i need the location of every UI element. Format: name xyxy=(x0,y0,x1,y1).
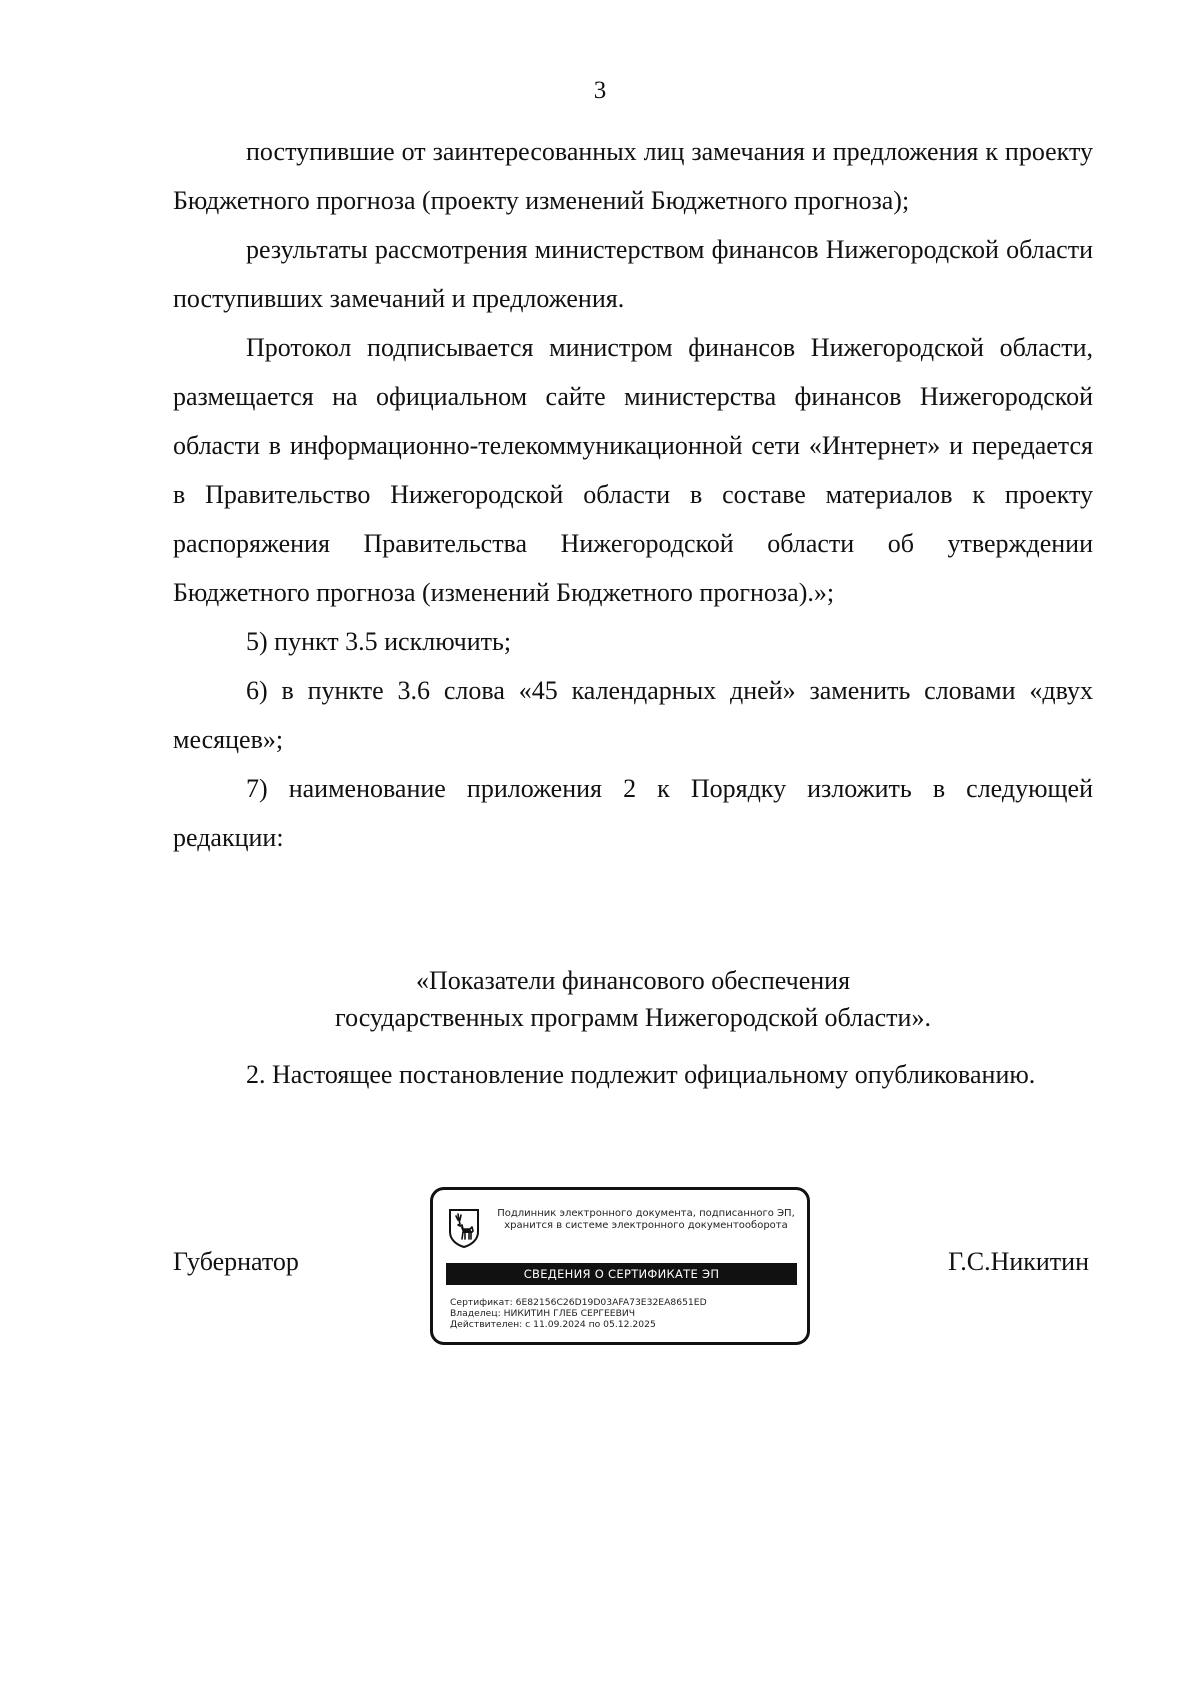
electronic-signature-stamp xyxy=(430,1187,810,1345)
certificate-validity: Действителен: с 11.09.2024 по 05.12.2025 xyxy=(450,1319,656,1330)
certificate-banner: СВЕДЕНИЯ О СЕРТИФИКАТЕ ЭП xyxy=(446,1263,797,1285)
stamp-notice-line-1: Подлинник электронного документа, подписанного ЭП, xyxy=(497,1208,795,1219)
paragraph-item-7: 7) наименование приложения 2 к Порядку изложить в следующей редакции: xyxy=(173,774,1093,852)
closing-section xyxy=(173,1050,1093,1099)
paragraph-item-6: 6) в пункте 3.6 слова «45 календарных дней» заменить словами «двух месяцев»; xyxy=(173,676,1093,754)
certificate-number: Сертификат: 6E82156C26D19D03AFA73E32EA8651ED xyxy=(450,1297,707,1308)
appendix-title-line-2: государственных программ Нижегородской области». xyxy=(335,1003,931,1032)
document-body xyxy=(173,127,1093,862)
signer-name: Г.С.Никитин xyxy=(948,1247,1089,1276)
paragraph-publication: 2. Настоящее постановление подлежит официальному опубликованию. xyxy=(246,1060,1036,1089)
certificate-owner: Владелец: НИКИТИН ГЛЕБ СЕРГЕЕВИЧ xyxy=(450,1308,636,1319)
signer-position: Губернатор xyxy=(173,1247,299,1276)
page-number: 3 xyxy=(593,77,607,104)
paragraph-comments: поступившие от заинтересованных лиц замечания и предложения к проекту Бюджетного прогноза (проекту изменений Бюджетного прогноза); xyxy=(173,137,1093,215)
appendix-title-line-1: «Показатели финансового обеспечения xyxy=(415,966,851,995)
paragraph-item-5: 5) пункт 3.5 исключить; xyxy=(246,627,512,656)
certificate-details xyxy=(450,1297,707,1330)
paragraph-protocol: Протокол подписывается министром финансов Нижегородской области, размещается на официальном сайте министерства финансов Нижегородской области в информационно-телекоммуникационной сети «Интернет» и передается в Правительство Нижегородской области в составе материалов к проекту распоряжения Правительства Нижегородской области об утверждении Бюджетного прогноза (изменений Бюджетного прогноза).»; xyxy=(173,333,1093,607)
stamp-notice xyxy=(485,1208,807,1232)
stamp-notice-line-2: хранится в системе электронного документооборота xyxy=(504,1220,788,1231)
paragraph-review-results: результаты рассмотрения министерством финансов Нижегородской области поступивших замечаний и предложения. xyxy=(173,235,1093,313)
appendix-title xyxy=(173,962,1093,1036)
signature-block xyxy=(0,1187,1200,1357)
deer-emblem-icon xyxy=(448,1208,480,1248)
